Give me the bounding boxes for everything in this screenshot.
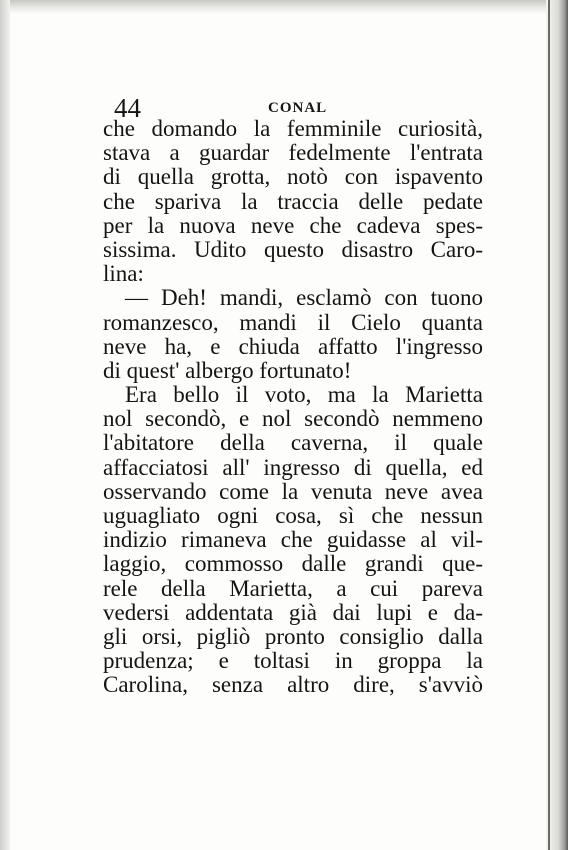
page-number: 44 — [114, 93, 141, 123]
text-line: per la nuova neve che cadeva spes- — [103, 212, 483, 238]
text-line: osservando come la venuta neve avea — [103, 478, 483, 504]
text-line: romanzesco, mandi il Cielo quanta — [103, 309, 483, 335]
body-text — [103, 117, 483, 698]
text-line: sissima. Udito questo disastro Caro- — [103, 236, 483, 262]
text-line: prudenza; e toltasi in groppa la — [103, 648, 483, 674]
text-line: nol secondò, e nol secondò nemmeno — [103, 406, 483, 432]
text-line: di quella grotta, notò con ispavento — [103, 164, 483, 190]
text-line: gli orsi, pigliò pronto consiglio dalla — [103, 623, 483, 649]
text-line: Era bello il voto, ma la Marietta — [125, 382, 483, 408]
text-line: uguagliato ogni cosa, sì che nessun — [103, 503, 483, 528]
text-line: di quest' albergo fortunato! — [103, 357, 352, 383]
text-line: rele della Marietta, a cui pareva — [103, 575, 483, 601]
text-line: stava a guardar fedelmente l'entrata — [103, 140, 483, 166]
text-line: che spariva la traccia delle pedate — [103, 188, 483, 214]
text-line: che domando la femminile curiosità, — [103, 116, 483, 141]
text-line: indizio rimaneva che guidasse al vil- — [103, 527, 483, 553]
text-line: neve ha, e chiuda affatto l'ingresso — [103, 333, 483, 359]
page-left-edge — [0, 0, 10, 850]
text-line: laggio, commosso dalle grandi que- — [103, 551, 483, 577]
running-title: CONAL — [268, 100, 328, 116]
text-line: affacciatosi all' ingresso di quella, ed — [103, 454, 483, 480]
text-line: l'abitatore della caverna, il quale — [103, 430, 483, 456]
text-line: vedersi addentata già dai lupi e da- — [103, 599, 483, 625]
text-line: Carolina, senza altro dire, s'avviò — [103, 672, 483, 698]
text-line: — Deh! mandi, esclamò con tuono — [125, 285, 483, 311]
page-top-edge — [0, 0, 568, 14]
page-spine-shadow — [548, 0, 550, 850]
text-line: lina: — [103, 261, 144, 287]
